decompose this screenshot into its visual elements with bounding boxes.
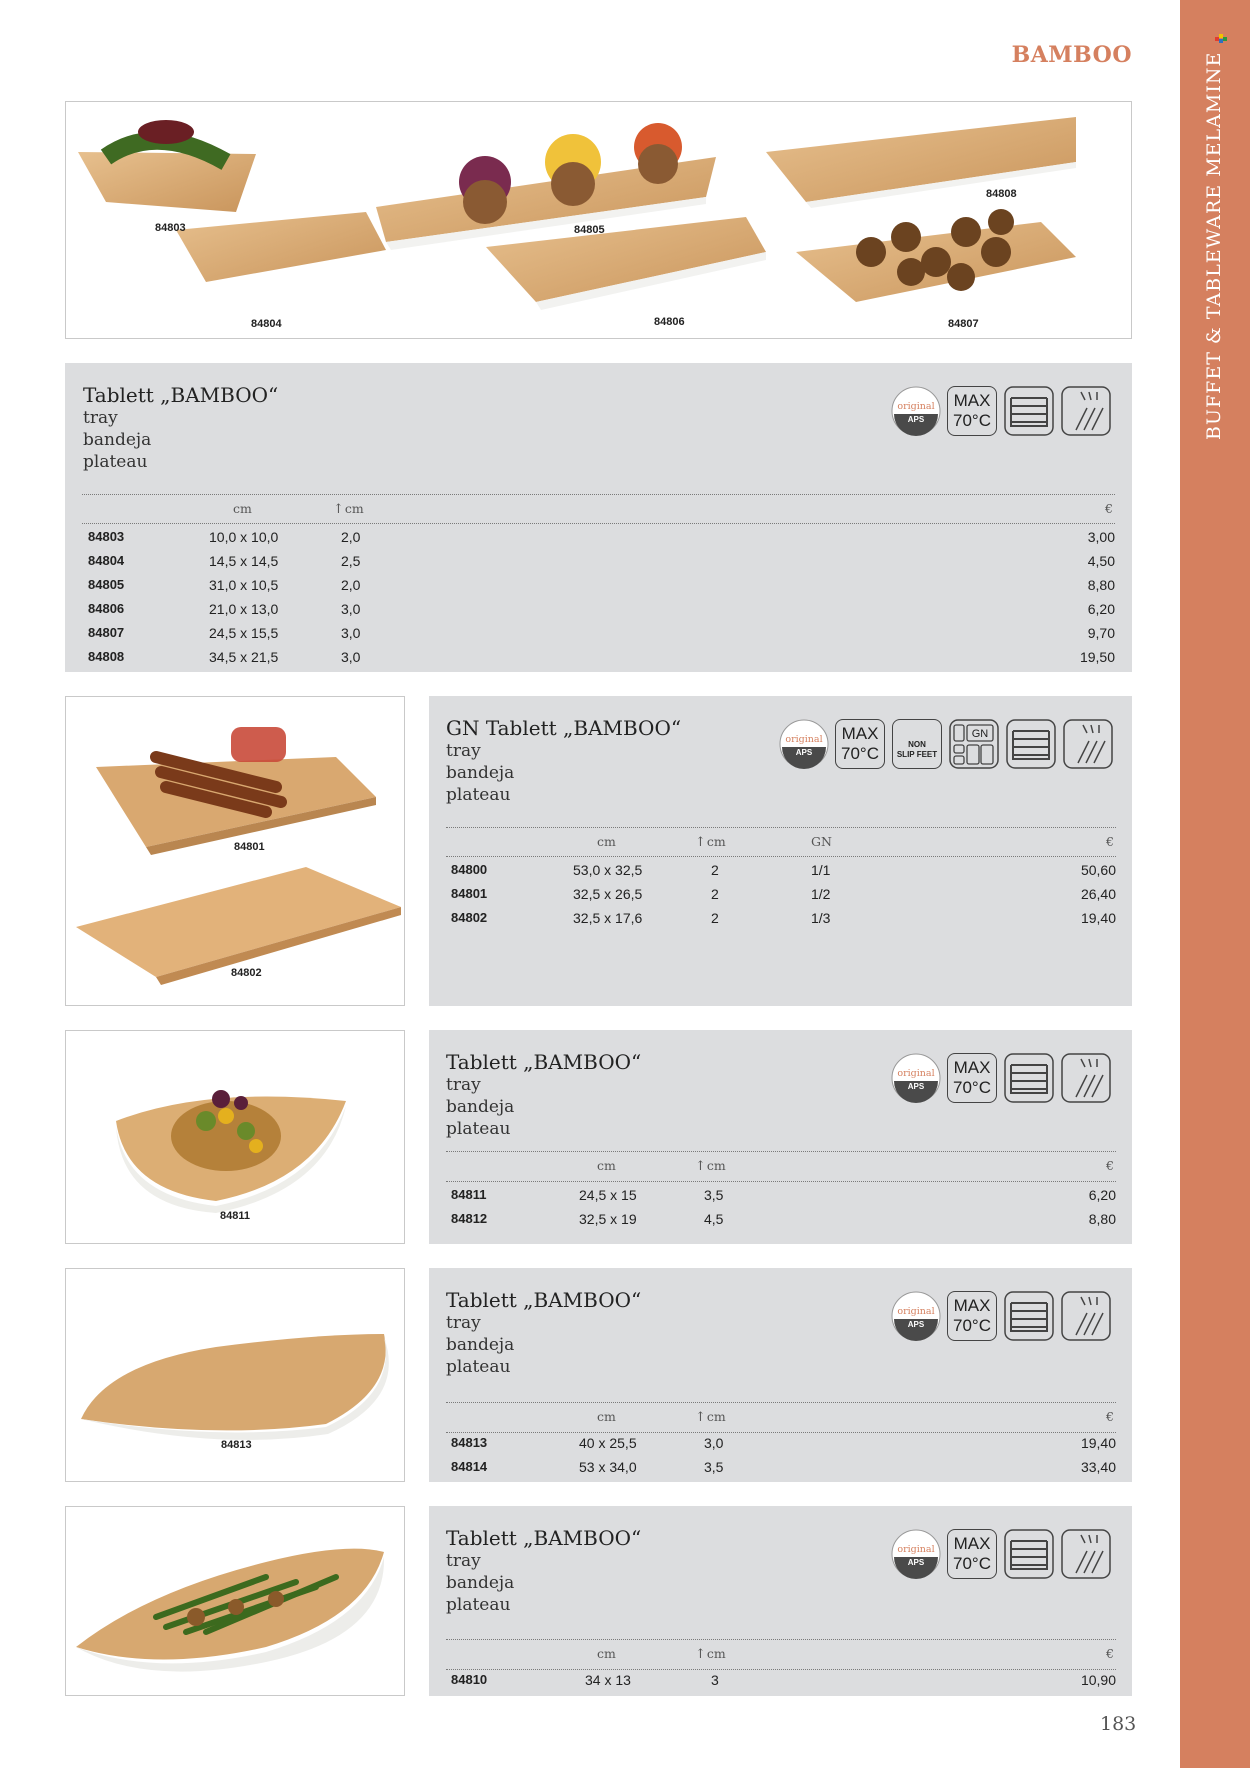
- row-code: 84803: [88, 529, 125, 544]
- svg-text:original: original: [897, 1068, 935, 1079]
- row-code: 84801: [451, 886, 488, 901]
- row-code: 84802: [451, 910, 488, 925]
- aps-melamine-badge-icon: [891, 386, 941, 436]
- boat-tray-food-illustration: [66, 1507, 405, 1696]
- row-price: 6,20: [1087, 601, 1115, 617]
- feature-icons: [891, 1053, 1121, 1105]
- col-header-size: cm: [597, 1646, 616, 1661]
- section-subtitles: [446, 1550, 514, 1616]
- product-panel-4: [429, 1268, 1132, 1482]
- dishwasher-safe-icon: [1061, 1291, 1111, 1341]
- hero-code-84807: 84807: [948, 318, 979, 330]
- aps-melamine-badge-icon: [891, 1053, 941, 1103]
- row-size: 31,0 x 10,5: [209, 577, 279, 593]
- row-size: 34,5 x 21,5: [209, 649, 279, 665]
- hero-photo: [65, 101, 1132, 339]
- section-title: Tablett „BAMBOO“: [83, 383, 279, 407]
- col-header-size: cm: [597, 1158, 616, 1173]
- max-temp-icon: MAX 70°C: [947, 1529, 997, 1579]
- row-height: 3,5: [704, 1187, 724, 1203]
- col-header-size: cm: [597, 834, 616, 849]
- row-price: 8,80: [1088, 1211, 1116, 1227]
- subtitle-fr: plateau: [83, 452, 148, 472]
- section-title: GN Tablett „BAMBOO“: [446, 716, 682, 740]
- row-code: 84806: [88, 601, 125, 616]
- divider: [446, 1639, 1116, 1640]
- divider: [446, 856, 1116, 857]
- hero-code-84804: 84804: [251, 318, 282, 330]
- row-code: 84810: [451, 1672, 488, 1687]
- product-photo-5: [65, 1506, 405, 1696]
- col-header-price: €: [1106, 1646, 1114, 1661]
- hero-code-84808: 84808: [986, 188, 1017, 200]
- aps-melamine-badge-icon: [891, 1529, 941, 1579]
- gastronorm-icon: [949, 719, 999, 769]
- row-height: 3: [711, 1672, 719, 1688]
- svg-text:APS: APS: [907, 1320, 925, 1329]
- page-number: 183: [1100, 1713, 1137, 1735]
- product-panel-5: [429, 1506, 1132, 1696]
- section-subtitles: [446, 1074, 514, 1140]
- row-price: 6,20: [1088, 1187, 1116, 1203]
- divider: [446, 827, 1116, 828]
- row-code: 84805: [88, 577, 125, 592]
- row-price: 9,70: [1087, 625, 1115, 641]
- row-price: 26,40: [1080, 886, 1116, 902]
- row-size: 32,5 x 17,6: [573, 910, 643, 926]
- col-header-price: €: [1105, 501, 1113, 516]
- row-gn: 1/2: [811, 886, 831, 902]
- row-price: 3,00: [1087, 529, 1115, 545]
- stackable-icon: [1006, 719, 1056, 769]
- row-size: 32,5 x 26,5: [573, 886, 643, 902]
- stackable-icon: [1004, 1291, 1054, 1341]
- page-title: BAMBOO: [1011, 42, 1132, 68]
- row-price: 4,50: [1087, 553, 1115, 569]
- feature-icons: [891, 386, 1121, 438]
- row-height: 2: [711, 862, 719, 878]
- subtitle-en: tray: [446, 1551, 481, 1571]
- svg-text:APS: APS: [795, 748, 813, 757]
- dishwasher-safe-icon: [1061, 1529, 1111, 1579]
- row-code: 84800: [451, 862, 488, 877]
- subtitle-en: tray: [446, 1313, 481, 1333]
- aps-melamine-badge-icon: [779, 719, 829, 769]
- svg-text:GN: GN: [971, 728, 989, 740]
- product-panel-1: [65, 363, 1132, 672]
- product-panel-2: [429, 696, 1132, 1006]
- feature-icons: [891, 1291, 1121, 1343]
- row-height: 2,5: [341, 553, 361, 569]
- logo-dots: [1215, 34, 1225, 44]
- max-temp-icon: MAX 70°C: [947, 1053, 997, 1103]
- svg-text:APS: APS: [907, 1082, 925, 1091]
- divider: [446, 1669, 1116, 1670]
- row-size: 32,5 x 19: [579, 1211, 637, 1227]
- hero-code-84805: 84805: [574, 224, 605, 236]
- product-panel-3: [429, 1030, 1132, 1244]
- row-size: 21,0 x 13,0: [209, 601, 279, 617]
- dishwasher-safe-icon: [1063, 719, 1113, 769]
- feature-icons: [779, 719, 1119, 771]
- row-code: 84804: [88, 553, 125, 568]
- row-height: 3,0: [341, 649, 361, 665]
- svg-text:original: original: [897, 1306, 935, 1317]
- svg-text:original: original: [897, 1544, 935, 1555]
- row-height: 2: [711, 910, 719, 926]
- subtitle-fr: plateau: [446, 1357, 511, 1377]
- row-code: 84807: [88, 625, 125, 640]
- row-code: 84813: [451, 1435, 488, 1450]
- divider: [82, 523, 1115, 524]
- section-subtitles: [446, 1312, 514, 1378]
- product-photo-4: [65, 1268, 405, 1482]
- row-code: 84811: [451, 1187, 487, 1202]
- aps-melamine-badge-icon: [891, 1291, 941, 1341]
- row-size: 53 x 34,0: [579, 1459, 637, 1475]
- stackable-icon: [1004, 1529, 1054, 1579]
- row-price: 50,60: [1080, 862, 1116, 878]
- row-size: 24,5 x 15,5: [209, 625, 279, 641]
- subtitle-es: bandeja: [446, 1335, 515, 1355]
- subtitle-fr: plateau: [446, 1595, 511, 1615]
- hero-trays-illustration: [66, 102, 1132, 339]
- photo-code: 84813: [221, 1439, 252, 1451]
- non-slip-feet-icon: NON SLIP FEET: [892, 719, 942, 769]
- row-height: 3,0: [341, 601, 361, 617]
- subtitle-en: tray: [446, 1075, 481, 1095]
- row-size: 24,5 x 15: [579, 1187, 637, 1203]
- hero-code-84806: 84806: [654, 316, 685, 328]
- stackable-icon: [1004, 1053, 1054, 1103]
- row-size: 14,5 x 14,5: [209, 553, 279, 569]
- row-price: 19,40: [1080, 910, 1116, 926]
- row-gn: 1/3: [811, 910, 831, 926]
- section-title: Tablett „BAMBOO“: [446, 1050, 642, 1074]
- row-size: 40 x 25,5: [579, 1435, 637, 1451]
- col-header-height: ↑cm: [695, 1646, 726, 1662]
- dishwasher-safe-icon: [1061, 1053, 1111, 1103]
- row-height: 3,0: [704, 1435, 724, 1451]
- col-header-size: cm: [597, 1409, 616, 1424]
- row-price: 10,90: [1080, 1672, 1116, 1688]
- col-header-price: €: [1106, 1409, 1114, 1424]
- row-price: 8,80: [1087, 577, 1115, 593]
- col-header-height: ↑cm: [695, 834, 726, 850]
- row-height: 4,5: [704, 1211, 724, 1227]
- divider: [446, 1181, 1116, 1182]
- max-temp-icon: MAX 70°C: [947, 386, 997, 436]
- row-size: 53,0 x 32,5: [573, 862, 643, 878]
- divider: [446, 1151, 1116, 1152]
- col-header-height: ↑cm: [695, 1409, 726, 1425]
- max-temp-icon: MAX 70°C: [835, 719, 885, 769]
- photo-code: 84811: [220, 1210, 250, 1222]
- col-header-size: cm: [233, 501, 252, 516]
- row-size: 34 x 13: [585, 1672, 631, 1688]
- product-photo-gn: [65, 696, 405, 1006]
- sidebar-label: BUFFET & TABLEWARE MELAMINE: [1203, 51, 1225, 440]
- col-header-height: ↑cm: [333, 501, 364, 517]
- svg-text:original: original: [897, 401, 935, 412]
- svg-text:APS: APS: [907, 415, 925, 424]
- subtitle-fr: plateau: [446, 785, 511, 805]
- row-height: 2,0: [341, 577, 361, 593]
- feature-icons: [891, 1529, 1121, 1581]
- divider: [446, 1432, 1116, 1433]
- col-header-price: €: [1106, 834, 1114, 849]
- row-gn: 1/1: [811, 862, 831, 878]
- col-header-height: ↑cm: [695, 1158, 726, 1174]
- subtitle-en: tray: [83, 408, 118, 428]
- subtitle-es: bandeja: [446, 1097, 515, 1117]
- row-price: 19,50: [1079, 649, 1115, 665]
- divider: [446, 1402, 1116, 1403]
- divider: [82, 494, 1115, 495]
- stackable-icon: [1004, 386, 1054, 436]
- row-code: 84808: [88, 649, 125, 664]
- subtitle-es: bandeja: [446, 763, 515, 783]
- max-temp-icon: MAX 70°C: [947, 1291, 997, 1341]
- svg-text:APS: APS: [907, 1558, 925, 1567]
- photo-code: 84801: [234, 841, 265, 853]
- row-code: 84814: [451, 1459, 488, 1474]
- row-height: 3,0: [341, 625, 361, 641]
- row-height: 3,5: [704, 1459, 724, 1475]
- row-size: 10,0 x 10,0: [209, 529, 279, 545]
- section-title: Tablett „BAMBOO“: [446, 1288, 642, 1312]
- row-height: 2,0: [341, 529, 361, 545]
- row-price: 19,40: [1080, 1435, 1116, 1451]
- row-code: 84812: [451, 1211, 488, 1226]
- col-header-price: €: [1106, 1158, 1114, 1173]
- col-header-gn: GN: [811, 834, 832, 849]
- svg-text:original: original: [785, 734, 823, 745]
- subtitle-es: bandeja: [446, 1573, 515, 1593]
- section-subtitles: [446, 740, 514, 806]
- subtitle-es: bandeja: [83, 430, 152, 450]
- section-subtitles: [83, 407, 151, 473]
- subtitle-en: tray: [446, 741, 481, 761]
- section-title: Tablett „BAMBOO“: [446, 1526, 642, 1550]
- subtitle-fr: plateau: [446, 1119, 511, 1139]
- photo-code: 84802: [231, 967, 262, 979]
- row-price: 33,40: [1080, 1459, 1116, 1475]
- product-photo-3: [65, 1030, 405, 1244]
- row-height: 2: [711, 886, 719, 902]
- dishwasher-safe-icon: [1061, 386, 1111, 436]
- hero-code-84803: 84803: [155, 222, 186, 234]
